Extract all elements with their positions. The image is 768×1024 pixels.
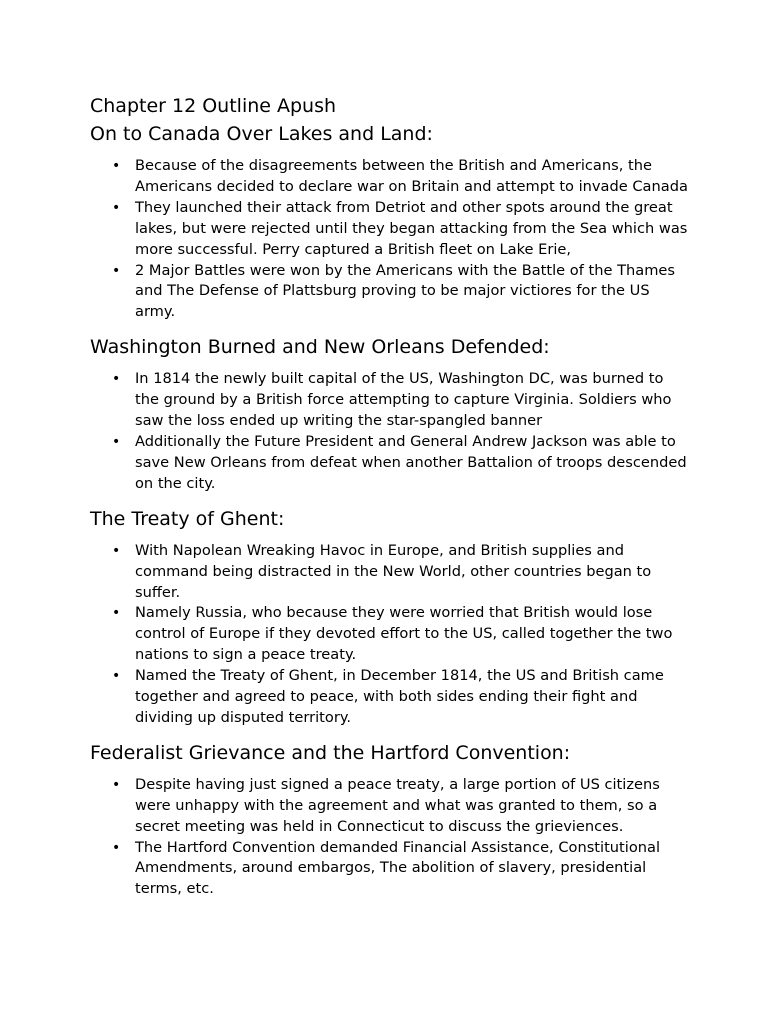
list-item bbox=[90, 369, 690, 432]
list-item bbox=[90, 432, 690, 495]
list-item bbox=[90, 666, 690, 729]
bullet-list bbox=[90, 369, 690, 494]
bullet-icon: • bbox=[112, 776, 121, 793]
bullet-list bbox=[90, 775, 690, 900]
list-item bbox=[90, 775, 690, 838]
bullet-icon: • bbox=[112, 371, 121, 388]
section-heading: On to Canada Over Lakes and Land: bbox=[90, 123, 433, 145]
bullet-list bbox=[90, 541, 690, 729]
list-item bbox=[90, 603, 690, 666]
bullet-icon: • bbox=[112, 199, 121, 216]
list-item-text: Despite having just signed a peace treaty, a large portion of US citizens were unhappy with the agreement and what was granted to them, so a secret meeting was held in Connecticut to discuss the grieviences. bbox=[135, 775, 660, 835]
bullet-icon: • bbox=[112, 668, 121, 685]
list-item-text: They launched their attack from Detriot and other spots around the great lakes, but were rejected until they began attacking from the Sea which was more successful. Perry captured a British fleet on Lake Erie, bbox=[135, 198, 688, 258]
list-item-text: Named the Treaty of Ghent, in December 1814, the US and British came together and agreed to peace, with both sides ending their fight and dividing up disputed territory. bbox=[135, 667, 664, 726]
bullet-list bbox=[90, 156, 690, 323]
bullet-icon: • bbox=[112, 605, 121, 622]
section-heading: Washington Burned and New Orleans Defended: bbox=[90, 336, 550, 359]
bullet-icon: • bbox=[112, 839, 121, 856]
section-heading: The Treaty of Ghent: bbox=[90, 507, 285, 530]
list-item-text: 2 Major Battles were won by the Americans with the Battle of the Thames and The Defense of Plattsburg proving to be major victiores for the US army. bbox=[135, 261, 675, 321]
document-title: Chapter 12 Outline Apush bbox=[90, 95, 337, 117]
section-heading: Federalist Grievance and the Hartford Convention: bbox=[90, 741, 571, 764]
list-item-text: The Hartford Convention demanded Financial Assistance, Constitutional Amendments, around embargos, The abolition of slavery, presidential terms, etc. bbox=[135, 838, 661, 898]
list-item-text: Because of the disagreements between the British and Americans, the Americans decided to declare war on Britain and attempt to invade Canada bbox=[135, 157, 688, 195]
bullet-icon: • bbox=[112, 158, 121, 174]
list-item bbox=[90, 261, 690, 324]
list-item bbox=[90, 838, 690, 901]
bullet-icon: • bbox=[112, 262, 121, 279]
list-item-text: Namely Russia, who because they were worried that British would lose control of Europe if they devoted effort to the US, called together the two nations to sign a peace treaty. bbox=[135, 604, 673, 664]
list-item-text: With Napolean Wreaking Havoc in Europe, and British supplies and command being distracted in the New World, other countries began to suffer. bbox=[135, 541, 652, 601]
list-item bbox=[90, 541, 690, 604]
bullet-icon: • bbox=[112, 433, 121, 450]
document-page bbox=[90, 92, 690, 900]
list-item-text: In 1814 the newly built capital of the US, Washington DC, was burned to the ground by a British force attempting to capture Virginia. Soldiers who saw the loss ended up writing the star-spangled banner bbox=[135, 370, 672, 430]
list-item bbox=[90, 156, 690, 198]
list-item-text: Additionally the Future President and General Andrew Jackson was able to save New Orleans from defeat when another Battalion of troops descended on the city. bbox=[135, 432, 687, 492]
bullet-icon: • bbox=[112, 542, 121, 559]
list-item bbox=[90, 198, 690, 261]
